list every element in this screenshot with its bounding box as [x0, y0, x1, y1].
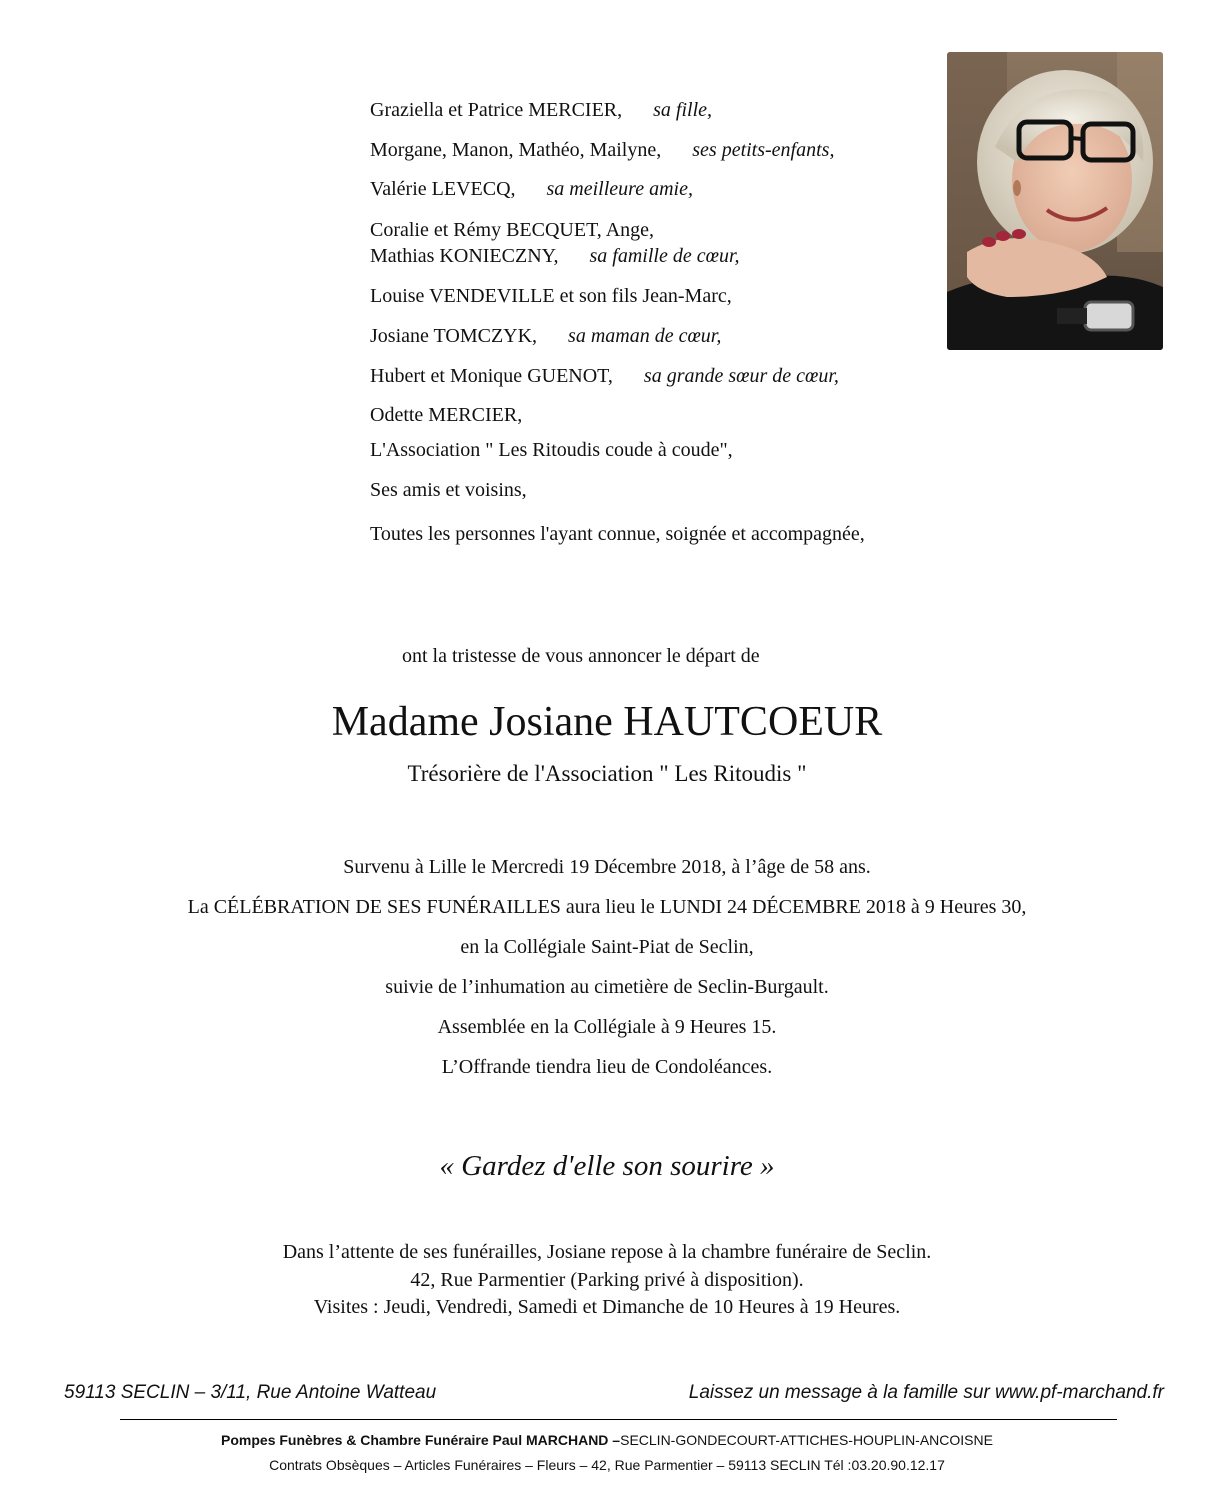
detail-line: La CÉLÉBRATION DE SES FUNÉRAILLES aura lieu le LUNDI 24 DÉCEMBRE 2018 à 9 Heures 30, [187, 896, 1027, 918]
family-line [370, 284, 732, 308]
company-name: Pompes Funèbres & Chambre Funéraire Paul MARCHAND – [221, 1432, 621, 1448]
deceased-name: Madame Josiane HAUTCOEUR [331, 699, 883, 745]
deceased-title: Trésorière de l'Association " Les Ritoudis " [407, 761, 807, 786]
family-line [370, 522, 865, 546]
detail-line: en la Collégiale Saint-Piat de Seclin, [460, 936, 754, 958]
family-line [370, 98, 712, 122]
portrait-image [947, 52, 1163, 350]
family-relation: sa maman de cœur, [568, 325, 722, 347]
family-line [370, 244, 740, 268]
family-name: Morgane, Manon, Mathéo, Mailyne, [370, 139, 662, 161]
family-name: Toutes les personnes l'ayant connue, soignée et accompagnée, [370, 523, 865, 545]
family-name: Ses amis et voisins, [370, 479, 527, 501]
family-line [370, 364, 839, 388]
family-name: Josiane TOMCZYK, [370, 325, 538, 347]
footer-address: 59113 SECLIN – 3/11, Rue Antoine Watteau [64, 1382, 437, 1403]
detail-line: Survenu à Lille le Mercredi 19 Décembre 2018, à l’âge de 58 ans. [343, 856, 871, 878]
family-name: Coralie et Rémy BECQUET, Ange, [370, 219, 655, 241]
family-line [370, 403, 522, 427]
family-line [370, 177, 693, 201]
footer-services: Contrats Obsèques – Articles Funéraires – Fleurs – 42, Rue Parmentier – 59113 SECLIN Tél :03.20.90.12.17 [269, 1457, 945, 1473]
portrait-photo [947, 52, 1163, 350]
company-locations: SECLIN-GONDECOURT-ATTICHES-HOUPLIN-ANCOISNE [620, 1432, 993, 1448]
family-name: Hubert et Monique GUENOT, [370, 365, 613, 387]
family-relation: sa meilleure amie, [546, 178, 693, 200]
footer-company [0, 1430, 1214, 1450]
family-name: Valérie LEVECQ, [370, 178, 516, 200]
family-name: Graziella et Patrice MERCIER, [370, 99, 623, 121]
family-line [370, 138, 834, 162]
family-relation: sa famille de cœur, [589, 245, 740, 267]
family-name: Louise VENDEVILLE et son fils Jean-Marc, [370, 285, 732, 307]
family-name: Mathias KONIECZNY, [370, 245, 559, 267]
family-line [370, 218, 654, 242]
footer-message: Laissez un message à la famille sur www.pf-marchand.fr [688, 1382, 1164, 1403]
family-relation: sa fille, [653, 99, 713, 121]
resting-line: Visites : Jeudi, Vendredi, Samedi et Dimanche de 10 Heures à 19 Heures. [313, 1296, 901, 1318]
quote: « Gardez d'elle son sourire » [439, 1150, 775, 1182]
family-relation: sa grande sœur de cœur, [643, 365, 839, 387]
detail-line: suivie de l’inhumation au cimetière de Seclin-Burgault. [385, 976, 829, 998]
footer-divider [120, 1419, 1117, 1420]
announcement-text: ont la tristesse de vous annoncer le départ de [402, 645, 760, 667]
detail-line: Assemblée en la Collégiale à 9 Heures 15. [437, 1016, 777, 1038]
family-line [370, 324, 721, 348]
family-relation: ses petits-enfants, [692, 139, 835, 161]
detail-line: L’Offrande tiendra lieu de Condoléances. [441, 1056, 773, 1078]
resting-line: Dans l’attente de ses funérailles, Josiane repose à la chambre funéraire de Seclin. [282, 1241, 932, 1263]
family-line [370, 478, 527, 502]
family-name: Odette MERCIER, [370, 404, 523, 426]
resting-line: 42, Rue Parmentier (Parking privé à disposition). [410, 1269, 804, 1291]
family-name: L'Association " Les Ritoudis coude à coude", [370, 439, 733, 461]
family-line [370, 438, 733, 462]
